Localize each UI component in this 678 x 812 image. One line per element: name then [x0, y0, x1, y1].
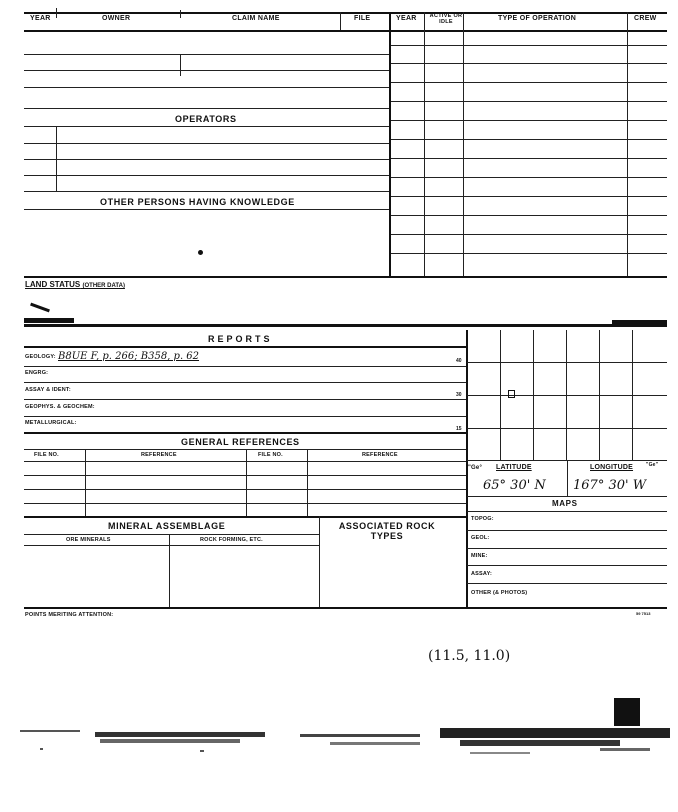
col-crew: CREW	[634, 15, 657, 22]
header-tick	[424, 12, 425, 30]
coord-divider	[567, 460, 568, 496]
row-rule	[467, 496, 667, 497]
maps-topog: TOPOG:	[471, 516, 494, 522]
col-type-operation: TYPE OF OPERATION	[498, 15, 577, 22]
ink-dot	[198, 250, 203, 255]
maps-geol: GEOL:	[471, 535, 490, 541]
associated-rock-heading: ASSOCIATED ROCK TYPES	[338, 521, 436, 541]
col-divider	[169, 534, 170, 608]
col-divider	[627, 30, 628, 276]
row-rule	[391, 139, 667, 140]
form-number: 59 7513	[636, 611, 651, 616]
other-persons-heading: OTHER PERSONS HAVING KNOWLEDGE	[100, 197, 295, 207]
row-rule	[24, 449, 466, 450]
land-status-title: LAND STATUS	[25, 280, 81, 289]
row-rule	[467, 511, 667, 512]
bottom-rule	[24, 276, 667, 278]
longitude-value: 167° 30' W	[573, 478, 647, 493]
row-rule	[24, 489, 466, 490]
row-rule	[24, 516, 467, 518]
land-status-label	[25, 280, 125, 289]
grid-line	[467, 428, 667, 429]
scan-mark	[24, 318, 74, 323]
row-rule	[24, 366, 466, 367]
scan-mark	[30, 303, 50, 313]
header-tick	[627, 12, 628, 30]
row-rule	[24, 175, 390, 176]
scan-noise-strip	[0, 690, 678, 790]
row-rule	[391, 196, 667, 197]
assay-num: 30	[456, 392, 462, 398]
col-divider	[319, 516, 320, 608]
header-rule	[24, 30, 667, 32]
general-refs-heading: GENERAL REFERENCES	[181, 437, 300, 447]
col-divider	[307, 449, 308, 516]
grid-line	[467, 395, 667, 396]
maps-mine: MINE:	[471, 553, 488, 559]
col-owner: OWNER	[102, 15, 131, 22]
ore-minerals-label: ORE MINERALS	[66, 537, 111, 543]
handwritten-coords: (11.5, 11.0)	[428, 648, 511, 664]
geology-label: GEOLOGY:	[25, 354, 56, 360]
lat-prefix: "Ge°	[468, 465, 483, 471]
row-rule	[24, 545, 319, 546]
col-claim-name: CLAIM NAME	[232, 15, 280, 22]
metallurgical-label: METALLURGICAL:	[25, 420, 77, 426]
row-rule	[24, 108, 390, 109]
row-rule	[467, 548, 667, 549]
row-rule	[24, 432, 467, 434]
col-divider	[463, 30, 464, 276]
row-rule	[24, 475, 466, 476]
section-band	[24, 324, 667, 327]
header-tick	[56, 8, 57, 18]
land-status-sub: (OTHER DATA)	[82, 283, 125, 289]
col-active-idle: ACTIVE OR IDLE	[429, 13, 463, 25]
row-rule	[24, 126, 390, 127]
location-marker	[508, 390, 515, 398]
row-rule	[24, 534, 319, 535]
row-rule	[467, 530, 667, 531]
metallurgical-num: 15	[456, 426, 462, 432]
main-divider	[389, 12, 391, 276]
row-rule	[24, 461, 466, 462]
row-rule	[391, 234, 667, 235]
row-rule	[24, 159, 390, 160]
header-tick	[180, 10, 181, 18]
mineral-heading: MINERAL ASSEMBLAGE	[108, 521, 226, 531]
maps-other: OTHER (& PHOTOS)	[471, 590, 528, 596]
row-rule	[24, 503, 466, 504]
longitude-label: LONGITUDE	[590, 464, 634, 471]
assay-label: ASSAY & IDENT:	[25, 387, 71, 393]
col-divider	[424, 30, 425, 276]
reports-heading: REPORTS	[208, 334, 273, 344]
row-rule	[391, 158, 667, 159]
latitude-value: 65° 30' N	[483, 478, 546, 493]
geology-num: 40	[456, 358, 462, 364]
row-rule	[391, 253, 667, 254]
grid-line	[467, 362, 667, 363]
header-tick	[463, 12, 464, 30]
ref-col-reference: REFERENCE	[141, 452, 177, 458]
col-divider	[56, 126, 57, 191]
rock-forming-label: ROCK FORMING, ETC.	[200, 537, 263, 543]
operators-heading: OPERATORS	[175, 114, 237, 124]
latitude-label: LATITUDE	[496, 464, 532, 471]
row-rule	[24, 399, 466, 400]
row-rule	[391, 45, 667, 46]
row-rule	[24, 54, 390, 55]
row-rule	[467, 565, 667, 566]
col-year-right: YEAR	[396, 15, 417, 22]
ref-col-reference-2: REFERENCE	[362, 452, 398, 458]
scan-mark	[612, 320, 667, 325]
row-rule	[24, 191, 390, 192]
ref-col-file-no-2: FILE NO.	[258, 452, 283, 458]
row-rule	[24, 143, 390, 144]
geophys-label: GEOPHYS. & GEOCHEM:	[25, 404, 95, 410]
row-rule	[391, 215, 667, 216]
top-rule	[24, 12, 667, 14]
lon-suffix: "Ge"	[646, 462, 659, 468]
maps-heading: MAPS	[552, 499, 578, 508]
row-rule	[391, 101, 667, 102]
col-divider	[85, 449, 86, 516]
row-rule	[391, 82, 667, 83]
row-rule	[391, 63, 667, 64]
row-rule	[24, 70, 390, 71]
ref-col-file-no: FILE NO.	[34, 452, 59, 458]
header-tick	[340, 12, 341, 30]
row-rule	[24, 87, 390, 88]
row-rule	[24, 382, 466, 383]
row-rule	[24, 346, 467, 348]
points-meriting-label: POINTS MERITING ATTENTION:	[25, 612, 114, 618]
col-file: FILE	[354, 15, 371, 22]
col-divider	[246, 449, 247, 516]
row-rule	[467, 583, 667, 584]
row-rule	[391, 177, 667, 178]
row-rule	[24, 209, 390, 210]
col-divider	[180, 54, 181, 76]
geology-value: B8UE F, p. 266; B358, p. 62	[58, 351, 200, 362]
row-rule	[391, 120, 667, 121]
engrg-label: ENGRG:	[25, 370, 49, 376]
col-year: YEAR	[30, 15, 51, 22]
row-rule	[24, 416, 466, 417]
row-rule	[24, 607, 667, 609]
maps-assay: ASSAY:	[471, 571, 493, 577]
